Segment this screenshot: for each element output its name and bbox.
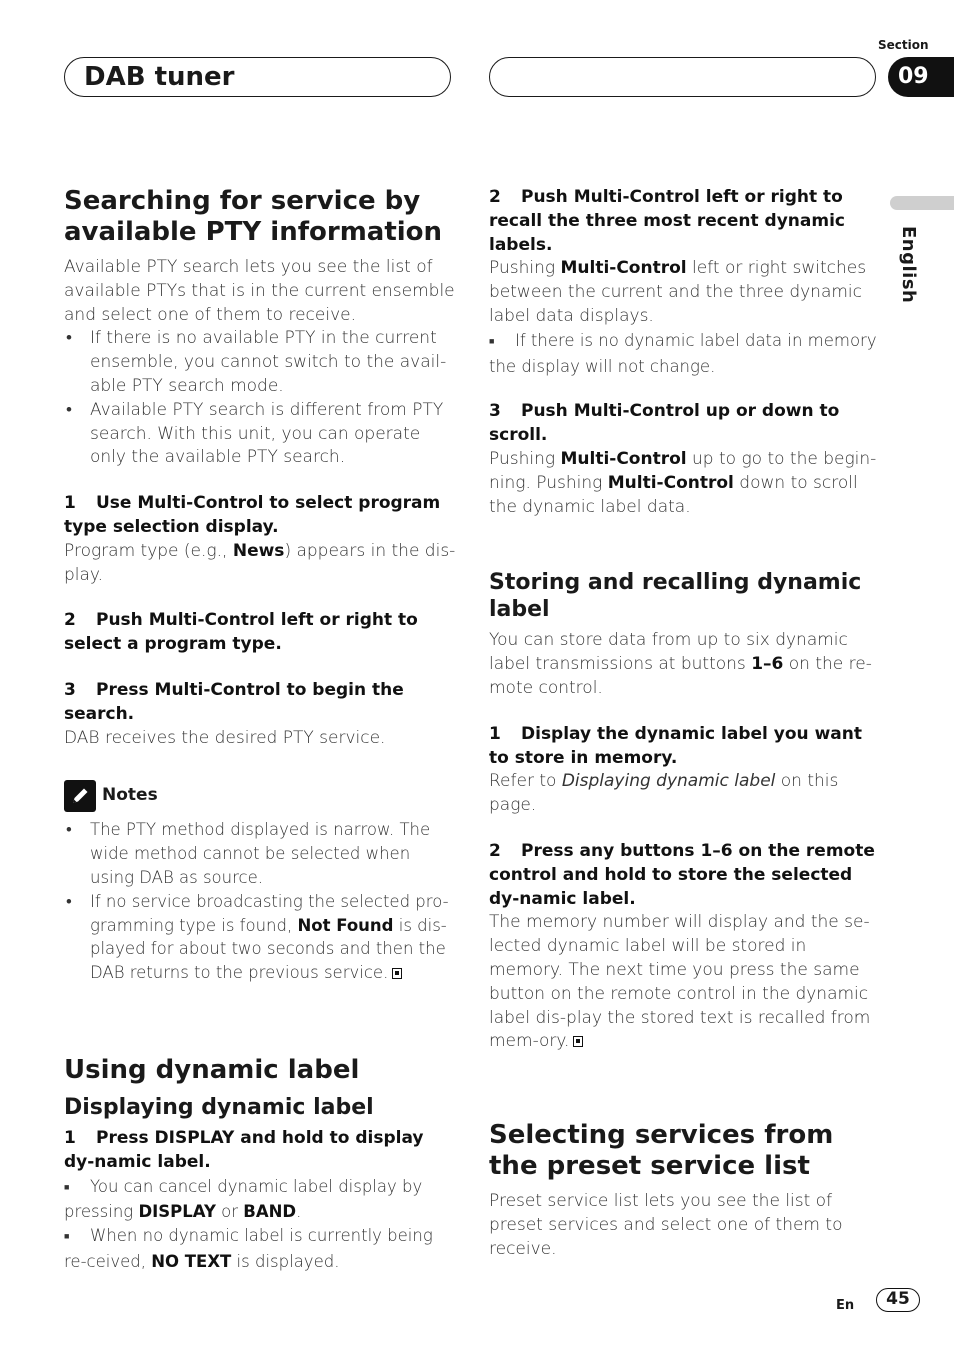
step-number: 2	[489, 187, 501, 207]
step-text: Press any buttons 1–6 on the remote control and hold to store the selected dy-namic label.	[489, 840, 875, 909]
list-item: • If no service broadcasting the selected pro-gramming type is found, Not Found is dis-played for about two seconds and then the DAB returns to the previous service.	[64, 890, 456, 985]
end-mark-icon	[573, 1036, 583, 1047]
store-step-1	[489, 723, 877, 771]
dyn-note-2: ■ When no dynamic label is currently being re-ceived, NO TEXT is displayed.	[64, 1224, 456, 1274]
news-label: News	[232, 540, 285, 561]
store-step-1-desc: Refer to Displaying dynamic label on this page.	[489, 771, 839, 816]
notes-title: Notes	[102, 785, 158, 806]
pencil-icon	[64, 780, 96, 812]
dyn-step-2	[489, 186, 877, 257]
step-number: 1	[64, 1127, 76, 1148]
end-mark-icon	[392, 968, 402, 979]
step-text: Press Multi-Control to begin the search.	[64, 679, 404, 724]
notes-header	[64, 780, 456, 812]
subheading-displaying: Displaying dynamic label	[64, 1094, 374, 1120]
heading-preset: Selecting services from the preset service list	[489, 1120, 834, 1182]
footer-lang-code: En	[836, 1298, 855, 1313]
pty-step-3-desc: DAB receives the desired PTY service.	[64, 727, 386, 748]
step-text: Press DISPLAY and hold to display dy-namic label.	[64, 1127, 424, 1172]
step-number: 3	[489, 401, 501, 422]
dyn-note-1: ■ You can cancel dynamic label display by pressing DISPLAY or BAND.	[64, 1175, 456, 1225]
list-item: • Available PTY search is different from PTY search. With this unit, you can operate only the available PTY search.	[64, 399, 456, 470]
right-column	[489, 186, 877, 1262]
step-text: Push Multi-Control left or right to recall the three most recent dynamic labels.	[489, 187, 845, 255]
step-number: 1	[64, 493, 76, 514]
dyn-step-2-note: ■ If there is no dynamic label data in memory the display will not change.	[489, 329, 877, 379]
step-number: 2	[64, 610, 76, 631]
dyn-step-2-desc: Pushing Multi-Control left or right switches between the current and the three dynamic label data displays.	[489, 258, 867, 326]
heading-storing: Storing and recalling dynamic label	[489, 570, 862, 623]
heading-dynamic-label: Using dynamic label	[64, 1054, 360, 1085]
dyn-step-3-desc: Pushing Multi-Control up to go to the begin-ning. Pushing Multi-Control down to scroll the dynamic label data.	[489, 448, 877, 517]
header-pill-right	[489, 57, 876, 97]
step-number: 1	[489, 723, 501, 744]
not-found-label: Not Found	[297, 915, 394, 935]
list-item: • If there is no available PTY in the current ensemble, you cannot switch to the avail-able PTY search mode.	[64, 327, 456, 398]
store-step-2-desc: The memory number will display and the se-lected dynamic label will be stored in memory. The next time you press the same button on the remote control in the dynamic label dis-play the stored text is recalled from mem-ory.	[489, 912, 871, 1052]
list-item: • The PTY method displayed is narrow. The wide method cannot be selected when using DAB as source.	[64, 818, 456, 889]
heading-pty-search: Searching for service by available PTY information	[64, 186, 443, 247]
preset-intro: Preset service list lets you see the list of preset services and select one of them to receive.	[489, 1191, 843, 1259]
store-step-2	[489, 840, 877, 911]
pty-step-2	[64, 609, 456, 657]
language-tab-marker	[890, 196, 954, 210]
left-column	[64, 186, 456, 1274]
storing-intro: You can store data from up to six dynamic label transmissions at buttons 1–6 on the re-mote control.	[489, 630, 872, 698]
language-label: English	[898, 226, 919, 304]
section-label: Section	[878, 38, 929, 52]
step-text: Use Multi-Control to select program type selection display.	[64, 493, 441, 537]
page-number: 45	[876, 1288, 920, 1312]
step-number: 3	[64, 679, 76, 700]
section-number-badge: 09	[888, 57, 954, 97]
page-title: DAB tuner	[84, 62, 235, 92]
dyn-step-3	[489, 400, 877, 448]
step-number: 2	[489, 840, 501, 861]
pty-step-1	[64, 492, 456, 540]
dyn-step-1	[64, 1127, 456, 1175]
step-text: Display the dynamic label you want to store in memory.	[489, 723, 862, 768]
notes-list	[64, 818, 456, 985]
pty-bullets	[64, 327, 456, 470]
pty-step-3	[64, 679, 456, 727]
pty-step-1-desc: Program type (e.g., News) appears in the dis-play.	[64, 540, 456, 585]
step-text: Push Multi-Control up or down to scroll.	[489, 401, 840, 446]
step-text: Push Multi-Control left or right to select a program type.	[64, 610, 418, 655]
pty-intro: Available PTY search lets you see the list of available PTYs that is in the current ensemble and select one of them to receive.	[64, 257, 455, 325]
